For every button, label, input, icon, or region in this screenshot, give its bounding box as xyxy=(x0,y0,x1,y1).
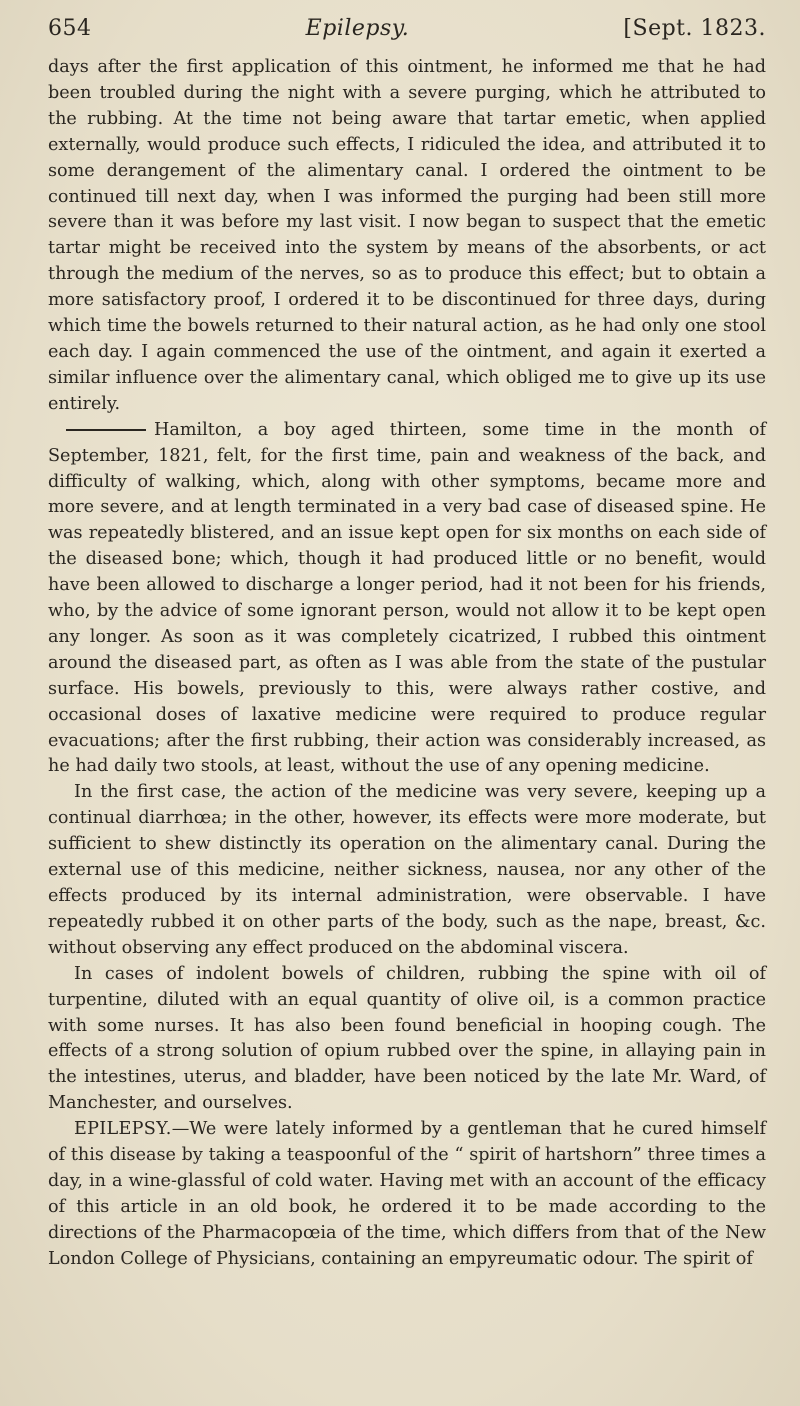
running-title: Epilepsy. xyxy=(305,16,410,41)
running-head xyxy=(48,16,766,41)
epilepsy-heading: EPILEPSY. xyxy=(74,1119,172,1140)
omission-dash xyxy=(66,429,146,431)
paragraph-continuation: days after the first application of this ointment, he informed me that he had been troubled during the night with a severe purging, which he attributed to the rubbing. At the time not being aware that tartar emetic, when applied externally, would produce such effects, I ridiculed the idea, and attributed it to some derangement of the alimentary canal. I ordered the ointment to be continued till next day, when I was informed the purging had been still more severe than it was before my last visit. I now began to suspect that the emetic tartar might be received into the system by means of the absorbents, or act through the medium of the nerves, so as to produce this effect; but to obtain a more satisfactory proof, I ordered it to be discontinued for three days, during which time the bowels returned to their natural action, as he had only one stool each day. I again commenced the use of the ointment, and again it exerted a similar influence over the alimentary canal, which obliged me to give up its use entirely. xyxy=(48,57,766,414)
running-date: [Sept. 1823. xyxy=(623,16,766,41)
paragraph-indolent-bowels: In cases of indolent bowels of children, rubbing the spine with oil of turpentine, diluted with an equal quantity of olive oil, is a common practice with some nurses. It has also been found beneficial in hooping cough. The effects of a strong solution of opium rubbed over the spine, in allaying pain in the intestines, uterus, and bladder, have been noticed by the late Mr. Ward, of Manchester, and ourselves. xyxy=(48,963,766,1114)
page-number: 654 xyxy=(48,16,92,41)
paragraph-hamilton-text: Hamilton, a boy aged thirteen, some time in the month of September, 1821, felt, for the first time, pain and weakness of the back, and difficulty of walking, which, along with other symptoms, became more and more severe, and at length terminated in a very bad case of diseased spine. He was repeatedly blistered, and an issue kept open for six months on each side of the diseased bone; which, though it had produced little or no benefit, would have been allowed to discharge a longer period, had it not been for his friends, who, by the advice of some ignorant person, would not allow it to be kept open any longer. As soon as it was completely cicatrized, I rubbed this ointment around the diseased part, as often as I was able from the state of the pustular surface. His bowels, previously to this, were always rather costive, and occasional doses of laxative medicine were required to produce regular evacuations; after the first rubbing, their action was considerably increased, as he had daily two stools, at least, without the use of any opening medicine. xyxy=(48,419,766,777)
epilepsy-text: —We were lately informed by a gentleman that he cured himself of this disease by taking a teaspoonful of the “ spirit of hartshorn” three times a day, in a wine-glassful of cold water. Having met with an account of the efficacy of this article in an old book, he ordered it to be made according to the directions of the Pharmacopœia of the time, which differs from that of the New London College of Physicians, containing an empyreumatic odour. The spirit of xyxy=(48,1119,766,1269)
paragraph-epilepsy xyxy=(48,1117,766,1272)
paragraph-comparison: In the first case, the action of the medicine was very severe, keeping up a continual diarrhœa; in the other, however, its effects were more moderate, but sufficient to shew distinctly its operation on the alimentary canal. During the external use of this medicine, neither sickness, nausea, nor any other of the effects produced by its internal administration, were observable. I have repeatedly rubbed it on other parts of the body, such as the nape, breast, &c. without observing any effect produced on the abdominal viscera. xyxy=(48,782,766,958)
paragraph-hamilton-case xyxy=(48,418,766,781)
body-text xyxy=(48,55,766,1273)
